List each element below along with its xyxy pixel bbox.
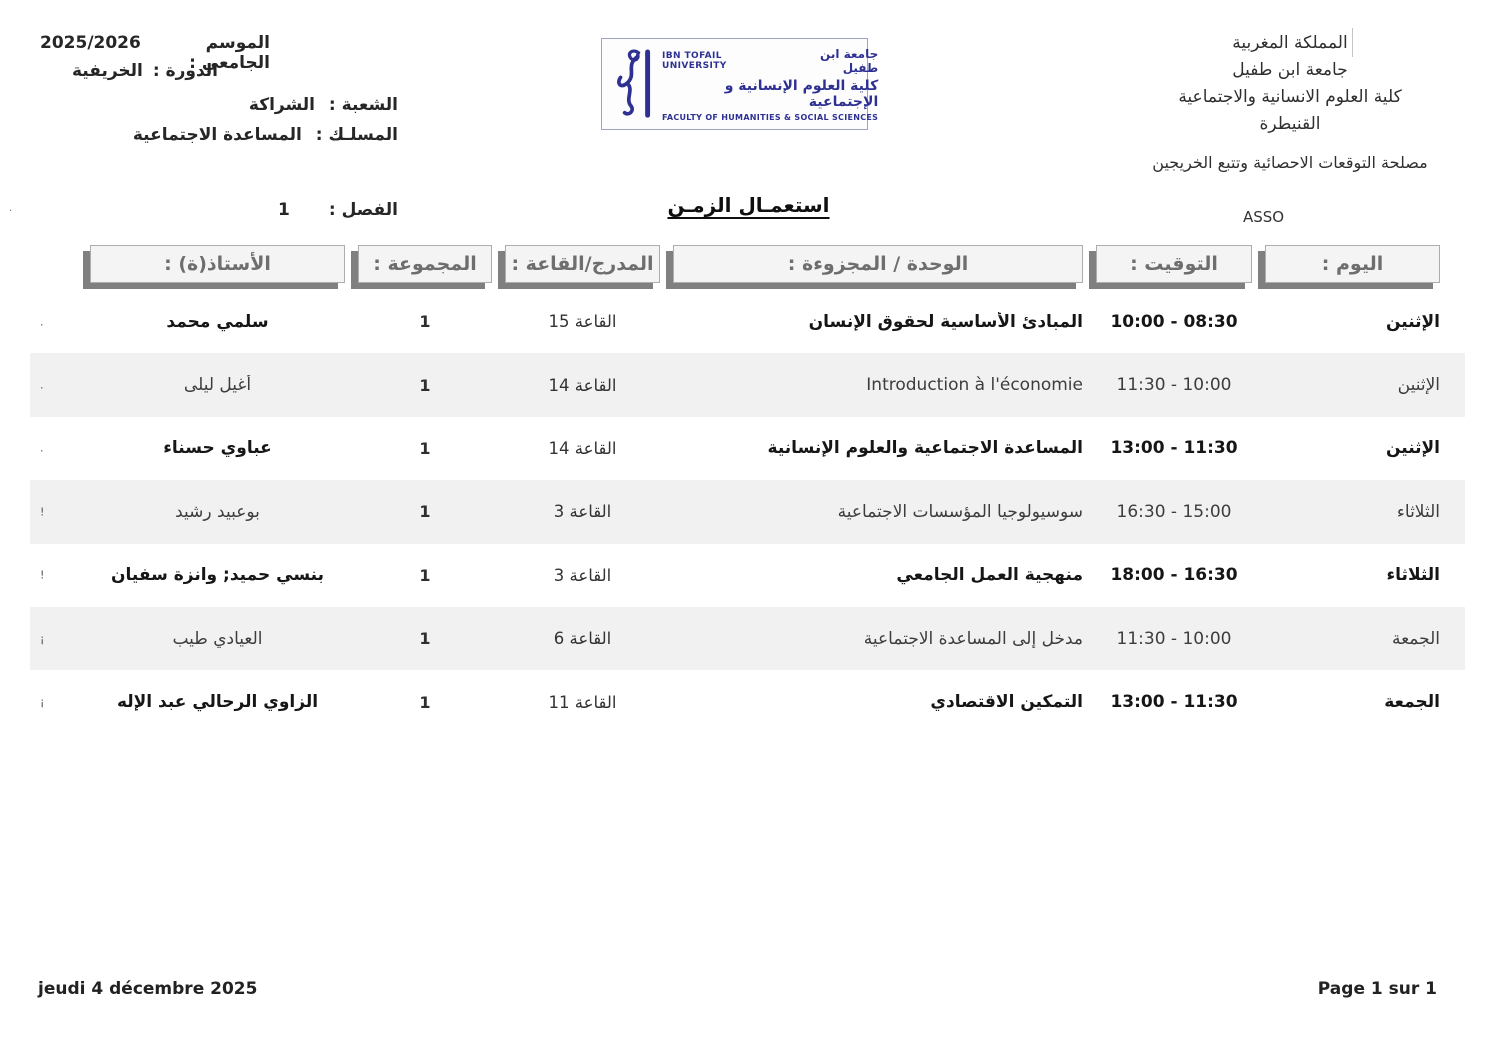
table-row — [30, 670, 1465, 733]
room-cell: القاعة 3 — [553, 565, 612, 585]
group-cell: 1 — [419, 438, 431, 458]
unit-cell: المبادئ الأساسية لحقوق الإنسان — [808, 311, 1083, 332]
table-row — [30, 290, 1465, 353]
table-header-row — [30, 245, 1465, 283]
table-row — [30, 607, 1465, 670]
table-row — [30, 417, 1465, 480]
title-row — [0, 193, 1497, 217]
logo-faculty-ar: كلية العلوم الإنسانية و الإجتماعية — [724, 77, 879, 110]
day-cell: الثلاثاء — [1396, 501, 1440, 522]
group-cell: 1 — [419, 312, 431, 332]
unit-cell: مدخل إلى المساعدة الاجتماعية — [863, 628, 1083, 649]
academic-year-label: الموسم الجامعي : — [189, 33, 270, 73]
institution-line-university: جامعة ابن طفيل — [1232, 60, 1348, 80]
institution-line-kingdom: المملكة المغربية — [1232, 33, 1348, 53]
institution-line-city: القنيطرة — [1259, 114, 1321, 134]
clipped-margin-text: ¡ — [40, 695, 45, 709]
group-cell: 1 — [419, 502, 431, 522]
table-row — [30, 353, 1465, 416]
logo-university-en: IBN TOFAIL UNIVERSITY — [662, 50, 727, 71]
group-cell: 1 — [419, 629, 431, 649]
teacher-cell: العيادي طيب — [172, 628, 263, 649]
time-cell: 16:30 - 15:00 — [1116, 501, 1232, 522]
day-cell: الجمعة — [1384, 692, 1440, 713]
time-cell: 13:00 - 11:30 — [1110, 438, 1238, 459]
unit-cell: منهجية العمل الجامعي — [896, 565, 1083, 586]
room-cell: القاعة 3 — [553, 502, 612, 522]
day-cell: الثلاثاء — [1386, 565, 1440, 586]
clipped-margin-text: . — [40, 378, 44, 392]
form-block-top — [40, 33, 270, 89]
frame-edge-artifact — [1352, 28, 1353, 57]
page-title: استعمـال الزمـن — [667, 193, 830, 217]
time-cell: 10:00 - 08:30 — [1110, 311, 1238, 332]
clipped-margin-text: . — [40, 315, 44, 329]
institution-block — [1140, 30, 1440, 176]
column-header-unit: الوحدة / المجزوءة : — [673, 245, 1083, 283]
calligraphy-logo-icon — [608, 44, 656, 124]
group-cell: 1 — [419, 692, 431, 712]
table-body — [30, 290, 1465, 734]
branch-label: الشعبة : — [328, 95, 398, 115]
clipped-margin-text: ! — [40, 505, 45, 519]
group-cell: 1 — [419, 375, 431, 395]
session-label: الدورة : — [152, 61, 218, 81]
room-cell: القاعة 15 — [548, 312, 617, 332]
unit-cell: Introduction à l'économie — [866, 375, 1083, 396]
logo-university-ar: جامعة ابن طفيل — [820, 46, 879, 75]
group-cell: 1 — [419, 565, 431, 585]
clipped-margin-text: ¡ — [40, 632, 45, 646]
column-header-teacher: الأستاذ(ة) : — [90, 245, 345, 283]
branch-value: الشراكة — [248, 95, 315, 115]
teacher-cell: سلمي محمد — [166, 311, 269, 332]
service-line: مصلحة التوقعات الاحصائية وتتبع الخريجين — [1152, 153, 1428, 172]
unit-cell: سوسيولوجيا المؤسسات الاجتماعية — [837, 501, 1083, 522]
logo-faculty-en: FACULTY OF HUMANITIES & SOCIAL SCIENCES — [662, 112, 879, 122]
session-value: الخريفية — [71, 61, 143, 81]
track-line — [40, 120, 398, 150]
day-cell: الإثنين — [1385, 311, 1440, 332]
room-cell: القاعة 6 — [553, 629, 612, 649]
academic-year-value: 2025/2026 — [40, 33, 141, 53]
print-date: jeudi 4 décembre 2025 — [38, 979, 258, 999]
day-cell: الجمعة — [1391, 628, 1440, 649]
logo-text-block — [662, 47, 878, 122]
column-header-time: التوقيت : — [1096, 245, 1252, 283]
time-cell: 11:30 - 10:00 — [1116, 628, 1232, 649]
unit-cell: المساعدة الاجتماعية والعلوم الإنسانية — [767, 438, 1083, 459]
semester-label: الفصل : — [328, 200, 398, 220]
teacher-cell: أغيل ليلى — [183, 375, 252, 396]
time-cell: 18:00 - 16:30 — [1110, 565, 1238, 586]
time-cell: 11:30 - 10:00 — [1116, 375, 1232, 396]
page-number: Page 1 sur 1 — [1317, 979, 1437, 999]
teacher-cell: بوعبيد رشيد — [175, 501, 260, 522]
time-cell: 13:00 - 11:30 — [1110, 692, 1238, 713]
column-header-room: المدرج/القاعة : — [505, 245, 660, 283]
clipped-margin-text: ! — [40, 568, 45, 582]
day-cell: الإثنين — [1385, 438, 1440, 459]
table-row — [30, 544, 1465, 607]
day-cell: الإثنين — [1397, 375, 1440, 396]
teacher-cell: الزاوي الرحالي عبد الإله — [116, 692, 319, 713]
table-row — [30, 480, 1465, 543]
room-cell: القاعة 14 — [548, 438, 617, 458]
university-logo — [601, 38, 879, 130]
room-cell: القاعة 14 — [548, 375, 617, 395]
clipped-margin-text: . — [40, 441, 44, 455]
teacher-cell: بنسي حميد; وانزة سفيان — [111, 565, 324, 586]
program-code: ASSO — [1243, 208, 1285, 226]
branch-line — [40, 90, 398, 120]
institution-line-faculty: كلية العلوم الانسانية والاجتماعية — [1178, 87, 1402, 107]
teacher-cell: عباوي حسناء — [163, 438, 272, 459]
unit-cell: التمكين الاقتصادي — [930, 692, 1083, 713]
logo-line-1 — [662, 47, 878, 75]
column-header-day: اليوم : — [1265, 245, 1440, 283]
column-header-group: المجموعة : — [358, 245, 492, 283]
room-cell: القاعة 11 — [548, 692, 617, 712]
track-value: المساعدة الاجتماعية — [132, 125, 302, 145]
track-label: المسلـك : — [315, 125, 398, 145]
margin-mark: · — [9, 206, 13, 217]
semester-value: 1 — [278, 200, 290, 220]
form-block-bottom — [40, 90, 398, 150]
